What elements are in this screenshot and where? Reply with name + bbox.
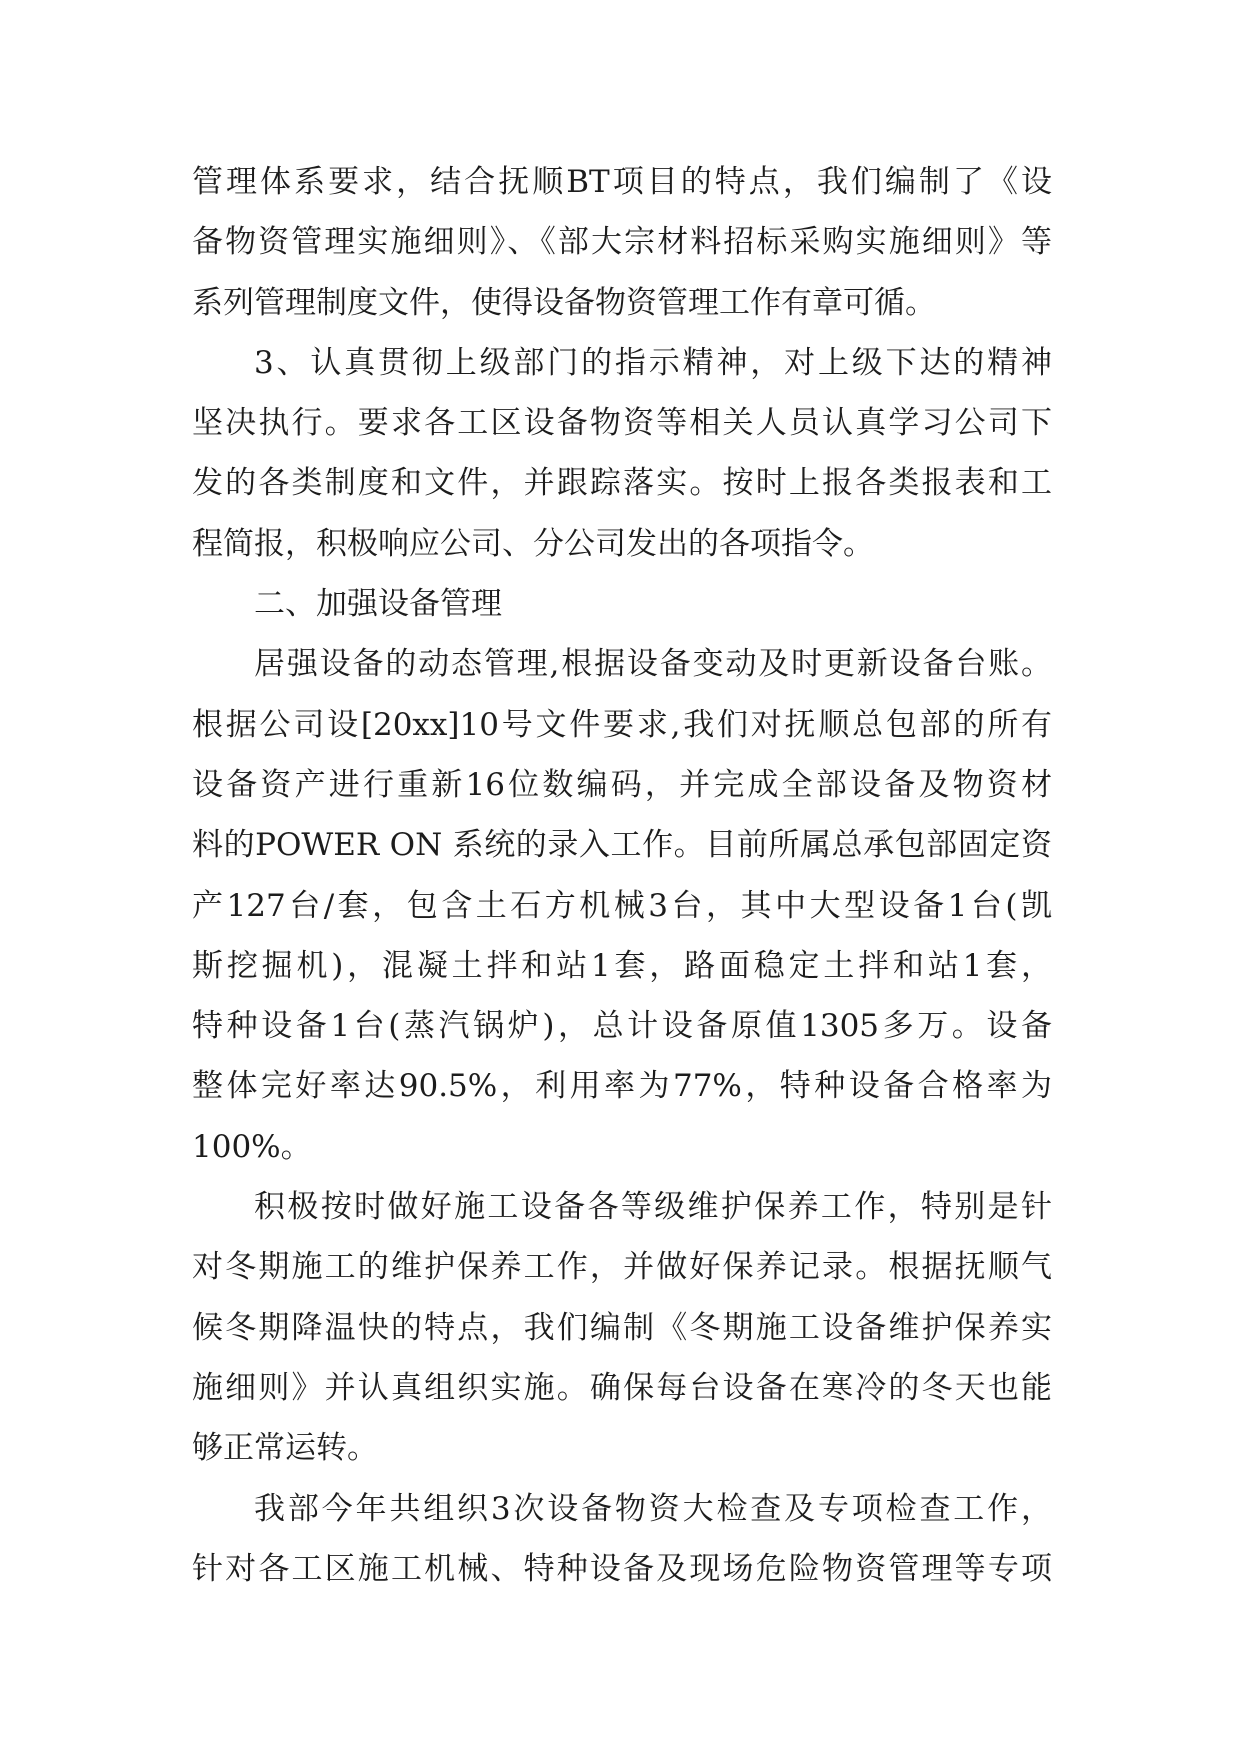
text-line-14: 斯挖掘机)，混凝土拌和站1套，路面稳定土拌和站1套， <box>192 947 1052 984</box>
text-line-4: 3、认真贯彻上级部门的指示精神，对上级下达的精神 <box>254 344 1052 381</box>
text-line-23: 我部今年共组织3次设备物资大检查及专项检查工作， <box>254 1490 1052 1527</box>
text-line-10: 根据公司设[20xx]10号文件要求,我们对抚顺总包部的所有 <box>192 706 1052 743</box>
text-line-12: 料的POWER ON 系统的录入工作。目前所属总承包部固定资 <box>192 827 1052 864</box>
text-line-3: 系列管理制度文件，使得设备物资管理工作有章可循。 <box>192 284 936 321</box>
text-line-19: 对冬期施工的维护保养工作，并做好保养记录。根据抚顺气 <box>192 1249 1052 1286</box>
text-line-16: 整体完好率达90.5%，利用率为77%，特种设备合格率为 <box>192 1068 1052 1105</box>
text-line-15: 特种设备1台(蒸汽锅炉)，总计设备原值1305多万。设备 <box>192 1008 1052 1045</box>
text-line-20: 候冬期降温快的特点，我们编制《冬期施工设备维护保养实 <box>192 1309 1052 1346</box>
text-line-22: 够正常运转。 <box>192 1430 378 1467</box>
text-line-9: 居强设备的动态管理,根据设备变动及时更新设备台账。 <box>254 646 1052 683</box>
body-text <box>192 152 1052 1599</box>
section-heading: 二、加强设备管理 <box>254 586 502 623</box>
text-line-5: 坚决执行。要求各工区设备物资等相关人员认真学习公司下 <box>192 405 1052 442</box>
text-line-24: 针对各工区施工机械、特种设备及现场危险物资管理等专项 <box>192 1550 1052 1587</box>
text-line-21: 施细则》并认真组织实施。确保每台设备在寒冷的冬天也能 <box>192 1369 1052 1406</box>
text-line-2: 备物资管理实施细则》、《部大宗材料招标采购实施细则》等 <box>192 224 1052 261</box>
text-line-6: 发的各类制度和文件，并跟踪落实。按时上报各类报表和工 <box>192 465 1052 502</box>
text-line-7: 程简报，积极响应公司、分公司发出的各项指令。 <box>192 525 874 562</box>
text-line-13: 产127台/套，包含土石方机械3台，其中大型设备1台(凯 <box>192 887 1052 924</box>
text-line-18: 积极按时做好施工设备各等级维护保养工作，特别是针 <box>254 1189 1052 1226</box>
text-line-11: 设备资产进行重新16位数编码，并完成全部设备及物资材 <box>192 766 1052 803</box>
text-line-1: 管理体系要求，结合抚顺BT项目的特点，我们编制了《设 <box>192 164 1052 200</box>
text-line-17: 100%。 <box>192 1128 312 1165</box>
